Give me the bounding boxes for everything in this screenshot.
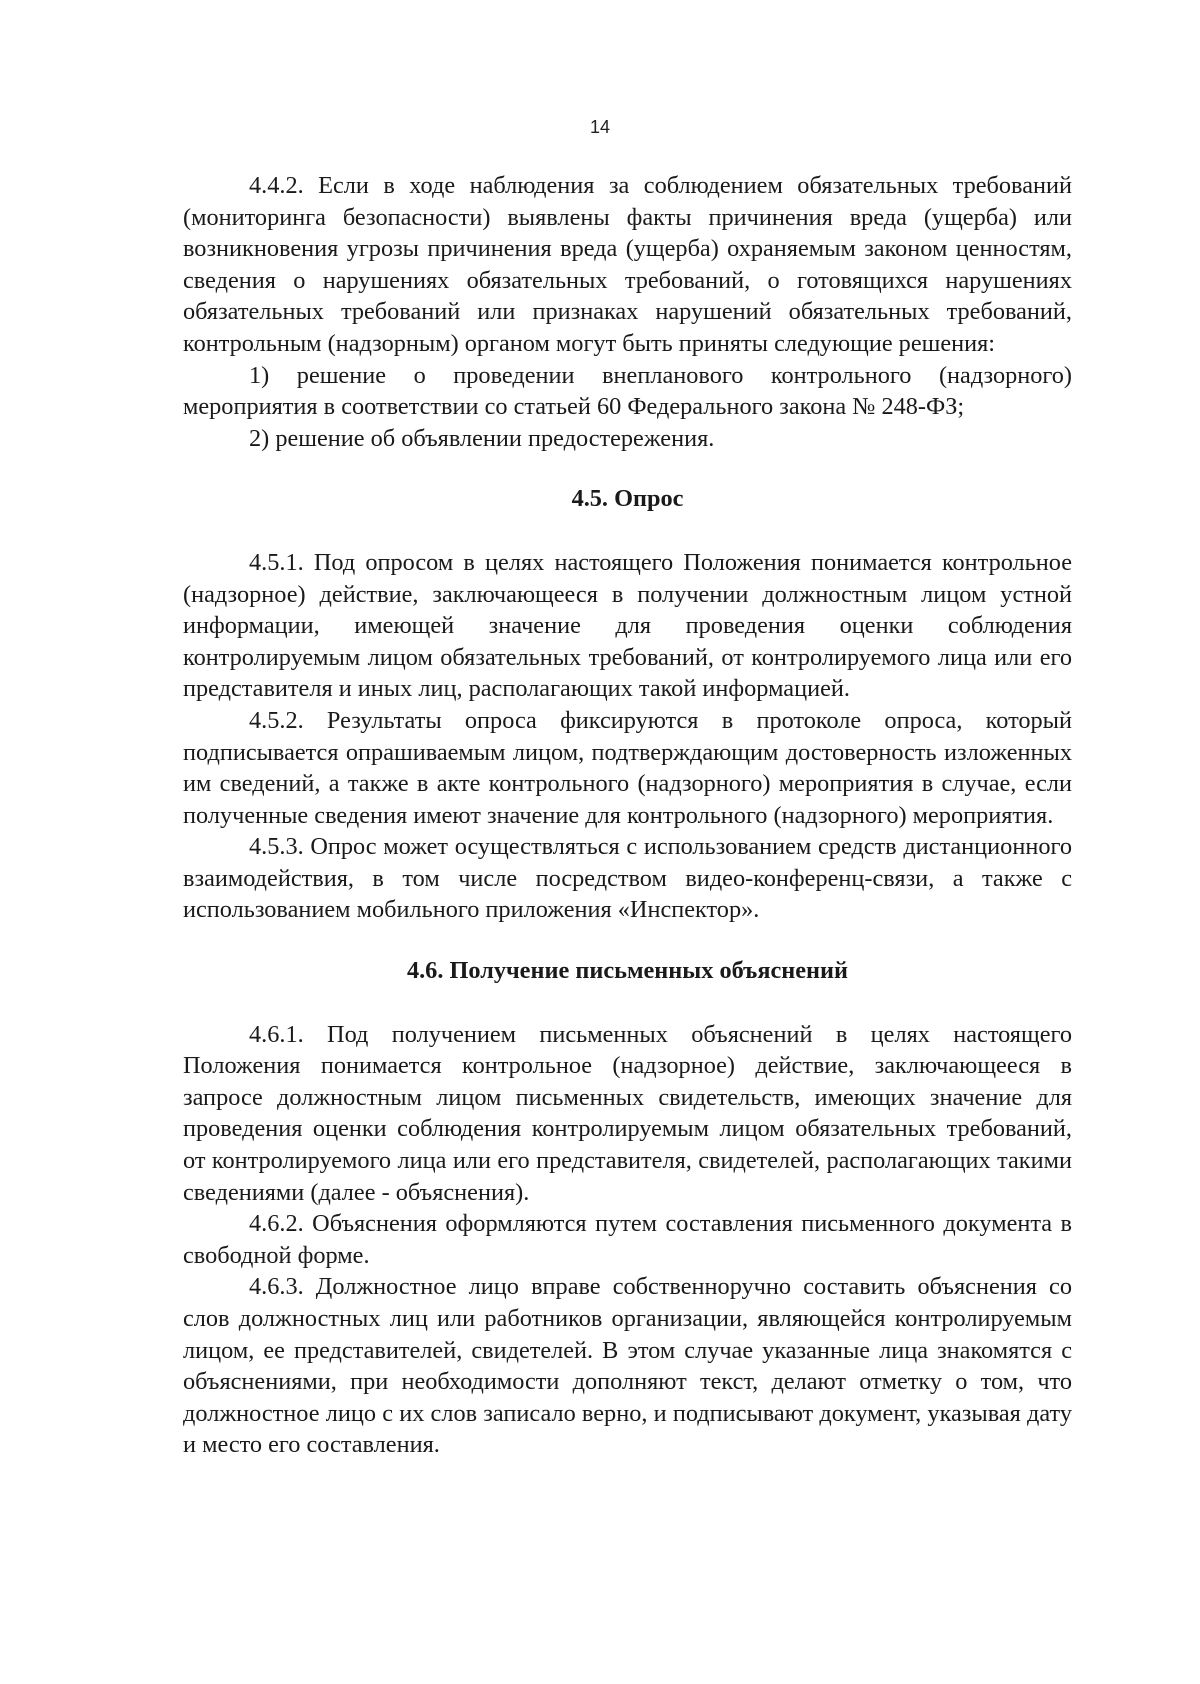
paragraph-4-6-3: 4.6.3. Должностное лицо вправе собственноручно составить объяснения со слов должностных лиц или работников организации, являющейся контролируемым лицом, ее представителей, свидетелей. В этом случае указанные лица знакомятся с объяснениями, при необходимости дополняют текст, делают отметку о том, что должностное лицо с их слов записало верно, и подписывают документ, указывая дату и место его составления. <box>183 1273 1072 1459</box>
page-number: 14 <box>589 117 611 137</box>
paragraph-4-4-2: 4.4.2. Если в ходе наблюдения за соблюдением обязательных требований (мониторинга безопасности) выявлены факты причинения вреда (ущерба) или возникновения угрозы причинения вреда (ущерба) охраняемым законом ценностям, сведения о нарушениях обязательных требований, о готовящихся нарушениях обязательных требований или признаках нарушений обязательных требований, контрольным (надзорным) органом могут быть приняты следующие решения: <box>183 172 1072 357</box>
decision-item-2: 2) решение об объявлении предостережения. <box>249 424 715 452</box>
decision-item-1: 1) решение о проведении внепланового контрольного (надзорного) мероприятия в соответствии со статьей 60 Федерального закона № 248-ФЗ; <box>183 361 1072 421</box>
paragraph-4-5-2: 4.5.2. Результаты опроса фиксируются в протоколе опроса, который подписывается опрашиваемым лицом, подтверждающим достоверность изложенных им сведений, а также в акте контрольного (надзорного) мероприятия в случае, если полученные сведения имеют значение для контрольного (надзорного) мероприятия. <box>183 706 1072 829</box>
paragraph-4-5-3: 4.5.3. Опрос может осуществляться с использованием средств дистанционного взаимодействия, в том числе посредством видео-конференц-связи, а также с использованием мобильного приложения «Инспектор». <box>183 833 1072 924</box>
section-heading-4-6: 4.6. Получение письменных объяснений <box>406 957 849 985</box>
paragraph-4-6-1: 4.6.1. Под получением письменных объяснений в целях настоящего Положения понимается контрольное (надзорное) действие, заключающееся в запросе должностным лицом письменных свидетельств, имеющих значение для проведения оценки соблюдения контролируемым лицом обязательных требований, от контролируемого лица или его представителя, свидетелей, располагающих такими сведениями (далее - объяснения). <box>183 1020 1072 1206</box>
paragraph-4-6-2: 4.6.2. Объяснения оформляются путем составления письменного документа в свободной форме. <box>183 1210 1072 1269</box>
section-heading-4-5: 4.5. Опрос <box>571 485 684 513</box>
paragraph-4-5-1: 4.5.1. Под опросом в целях настоящего Положения понимается контрольное (надзорное) действие, заключающееся в получении должностным лицом устной информации, имеющей значение для проведения оценки соблюдения контролируемым лицом обязательных требований, от контролируемого лица или его представителя и иных лиц, располагающих такой информацией. <box>183 548 1072 703</box>
document-body <box>183 170 1072 1461</box>
